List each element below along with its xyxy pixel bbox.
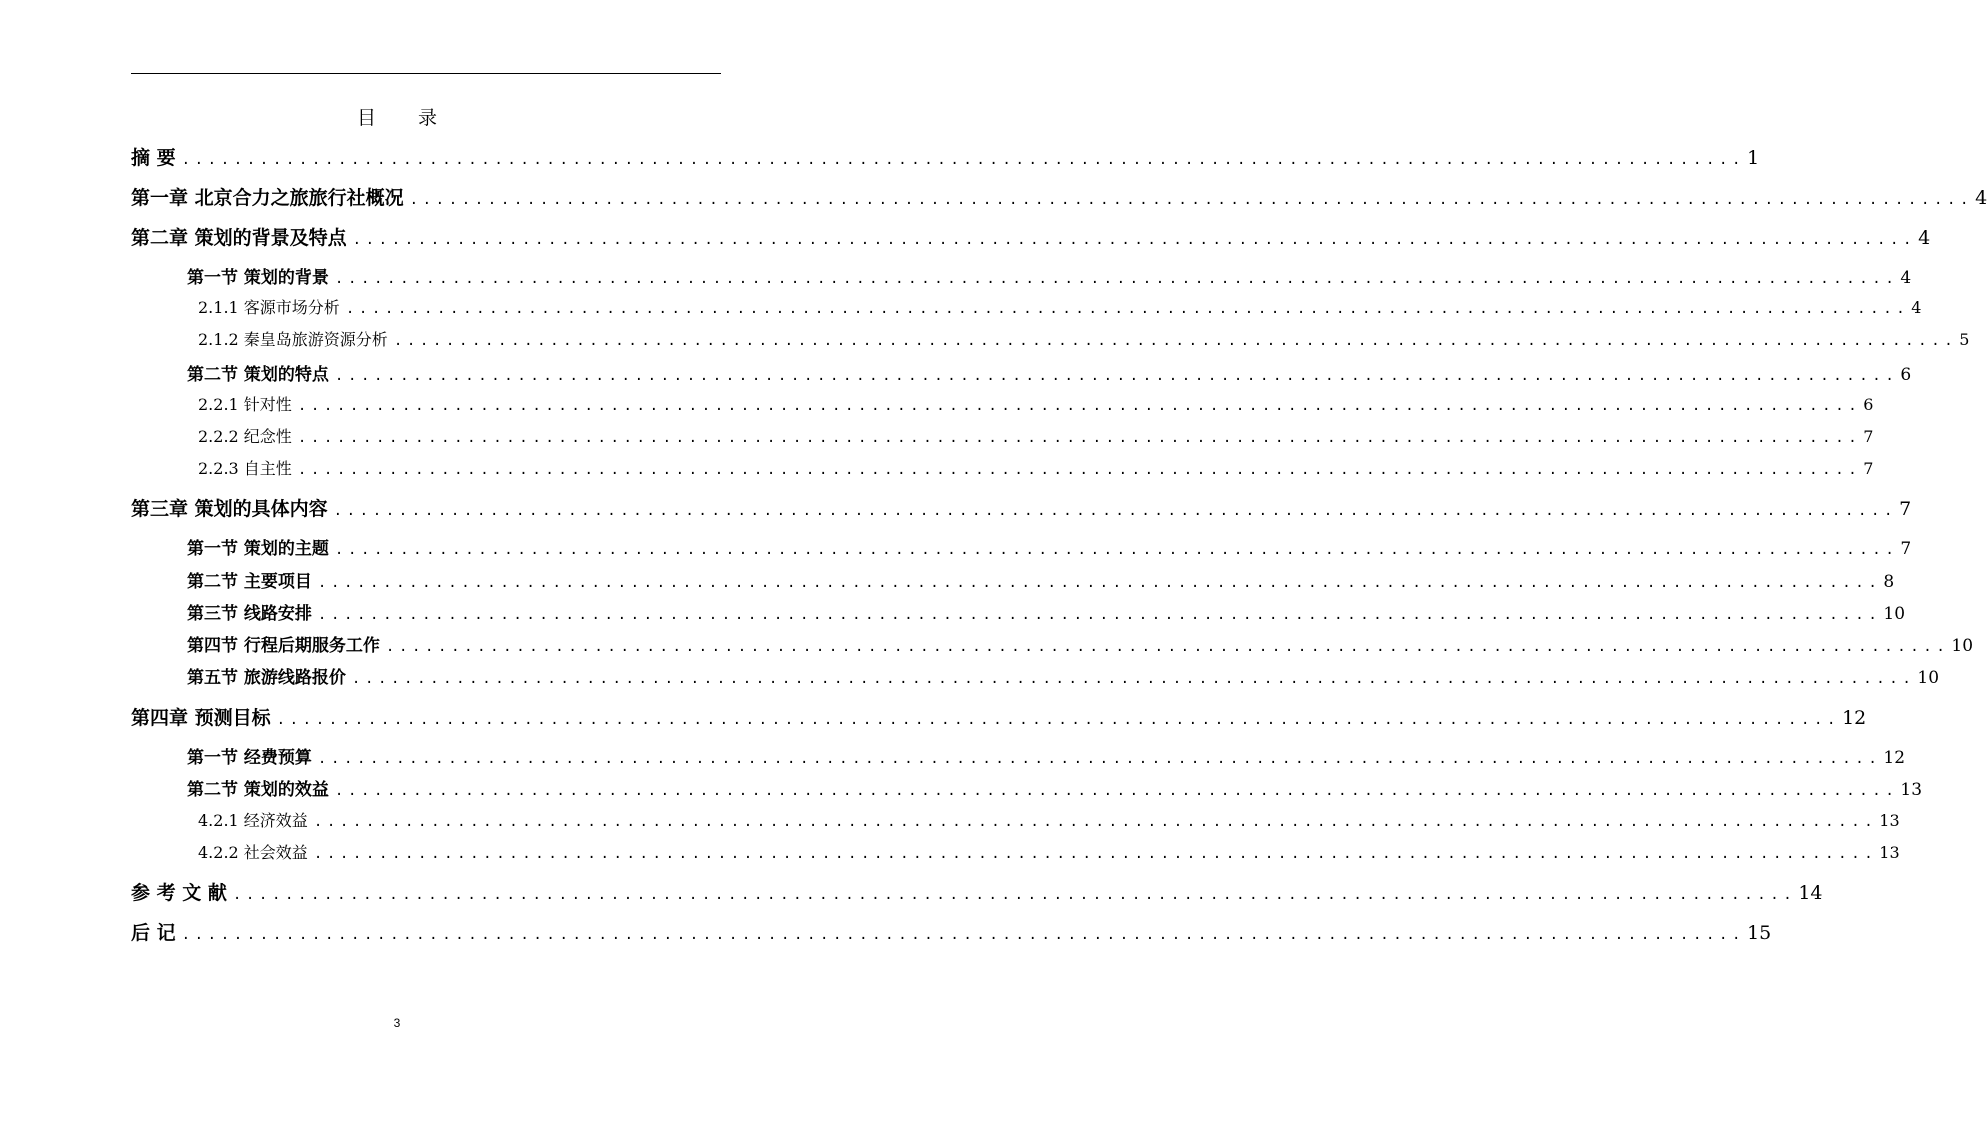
toc-leader-dots: ........................................................................................................................ — [393, 333, 1958, 349]
toc-entry-label: 第一节 经费预算 — [187, 748, 312, 768]
toc-entry-page: 13 — [1879, 811, 1900, 830]
toc-entry[interactable] — [131, 143, 1760, 169]
toc-title: 目 录 — [356, 107, 456, 129]
toc-entry-label: 4.2.1 经济效益 — [198, 811, 308, 830]
toc-entry[interactable] — [187, 263, 1912, 289]
toc-leader-dots: ........................................................................................................................ — [297, 398, 1862, 414]
toc-entry[interactable] — [131, 223, 1931, 249]
toc-leader-dots: ........................................................................................................................ — [334, 368, 1899, 384]
toc-leader-dots: ........................................................................................................................ — [334, 271, 1899, 287]
toc-entry-label: 第四章 预测目标 — [131, 707, 271, 729]
toc-entry-label: 第二节 策划的效益 — [187, 780, 329, 800]
toc-entry[interactable] — [131, 183, 1987, 209]
toc-leader-dots: ........................................................................................................................ — [181, 927, 1746, 943]
toc-entry-label: 2.2.3 自主性 — [198, 459, 292, 478]
toc-entry-label: 第二章 策划的背景及特点 — [131, 227, 347, 249]
toc-leader-dots: ........................................................................................................................ — [297, 462, 1862, 478]
toc-entry[interactable] — [187, 534, 1912, 560]
toc-leader-dots: ........................................................................................................................ — [313, 846, 1878, 862]
toc-entry[interactable] — [198, 424, 1874, 450]
toc-entry[interactable] — [198, 840, 1900, 866]
toc-entry-page: 7 — [1863, 459, 1874, 478]
toc-entry-page: 7 — [1899, 498, 1912, 520]
toc-entry[interactable] — [187, 360, 1912, 386]
toc-leader-dots: ........................................................................................................................ — [297, 430, 1862, 446]
toc-entry-page: 12 — [1883, 748, 1906, 768]
toc-entry[interactable] — [187, 663, 1940, 689]
toc-leader-dots: ........................................................................................................................ — [333, 503, 1898, 519]
toc-leader-dots: ........................................................................................................................ — [345, 301, 1910, 317]
toc-entry-label: 2.1.1 客源市场分析 — [198, 298, 340, 317]
toc-entry-label: 第一节 策划的主题 — [187, 539, 329, 559]
toc-entry[interactable] — [198, 327, 1970, 353]
toc-entry-label: 第二节 主要项目 — [187, 572, 312, 592]
toc-entry-label: 第四节 行程后期服务工作 — [187, 636, 380, 656]
page-number: 3 — [393, 1016, 401, 1030]
toc-entry-page: 13 — [1900, 780, 1923, 800]
toc-entry[interactable] — [131, 703, 1867, 729]
toc-entry-page: 12 — [1842, 707, 1867, 729]
toc-entry-label: 第五节 旅游线路报价 — [187, 668, 346, 688]
toc-leader-dots: ........................................................................................................................ — [313, 814, 1878, 830]
toc-entry-label: 第三章 策划的具体内容 — [131, 498, 328, 520]
toc-entry[interactable] — [198, 295, 1922, 321]
toc-entry-page: 4 — [1900, 268, 1912, 288]
toc-entry-label: 参 考 文 献 — [131, 882, 227, 904]
toc-entry-label: 2.1.2 秦皇岛旅游资源分析 — [198, 330, 388, 349]
toc-entry[interactable] — [131, 494, 1912, 520]
toc-entry-page: 10 — [1883, 604, 1906, 624]
toc-entry-label: 第二节 策划的特点 — [187, 365, 329, 385]
toc-entry[interactable] — [187, 567, 1895, 593]
toc-entry[interactable] — [198, 392, 1874, 418]
toc-leader-dots: ........................................................................................................................ — [351, 671, 1916, 687]
toc-entry-label: 第三节 线路安排 — [187, 604, 312, 624]
toc-entry-page: 13 — [1879, 843, 1900, 862]
toc-entry[interactable] — [198, 808, 1900, 834]
toc-leader-dots: ........................................................................................................................ — [385, 639, 1950, 655]
toc-entry-label: 后 记 — [131, 922, 176, 944]
toc-entry-label: 第一章 北京合力之旅旅行社概况 — [131, 187, 404, 209]
toc-leader-dots: ........................................................................................................................ — [352, 232, 1917, 248]
toc-entry-page: 15 — [1747, 922, 1772, 944]
toc-leader-dots: ........................................................................................................................ — [317, 575, 1882, 591]
toc-leader-dots: ........................................................................................................................ — [317, 607, 1882, 623]
toc-entry[interactable] — [187, 775, 1923, 801]
toc-entry-page: 7 — [1900, 539, 1912, 559]
toc-entry-page: 4 — [1918, 227, 1931, 249]
toc-entry[interactable] — [187, 599, 1906, 625]
toc-entry-page: 10 — [1951, 636, 1974, 656]
toc-entry-page: 4 — [1975, 187, 1987, 209]
toc-entry-page: 6 — [1863, 395, 1874, 414]
toc-leader-dots: ........................................................................................................................ — [334, 783, 1899, 799]
toc-entry[interactable] — [187, 743, 1906, 769]
toc-entry-page: 5 — [1959, 330, 1970, 349]
toc-leader-dots: ........................................................................................................................ — [232, 887, 1797, 903]
toc-entry-page: 14 — [1798, 882, 1823, 904]
toc-entry-label: 2.2.1 针对性 — [198, 395, 292, 414]
toc-leader-dots: ........................................................................................................................ — [276, 712, 1841, 728]
toc-entry-page: 10 — [1917, 668, 1940, 688]
toc-leader-dots: ........................................................................................................................ — [181, 152, 1746, 168]
toc-entry[interactable] — [198, 456, 1874, 482]
toc-entry-page: 4 — [1911, 298, 1922, 317]
toc-entry-label: 2.2.2 纪念性 — [198, 427, 292, 446]
toc-entry[interactable] — [187, 631, 1974, 657]
toc-leader-dots: ........................................................................................................................ — [317, 751, 1882, 767]
toc-entry-label: 4.2.2 社会效益 — [198, 843, 308, 862]
toc-entry[interactable] — [131, 878, 1823, 904]
toc-entry-page: 7 — [1863, 427, 1874, 446]
toc-entry-label: 第一节 策划的背景 — [187, 268, 329, 288]
toc-leader-dots: ........................................................................................................................ — [334, 542, 1899, 558]
toc-entry-page: 1 — [1747, 147, 1760, 169]
toc-entry-label: 摘 要 — [131, 147, 176, 169]
toc-entry-page: 6 — [1900, 365, 1912, 385]
toc-leader-dots: ........................................................................................................................ — [409, 192, 1974, 208]
toc-entry-page: 8 — [1883, 572, 1895, 592]
header-rule — [131, 73, 721, 74]
toc-entry[interactable] — [131, 918, 1772, 944]
